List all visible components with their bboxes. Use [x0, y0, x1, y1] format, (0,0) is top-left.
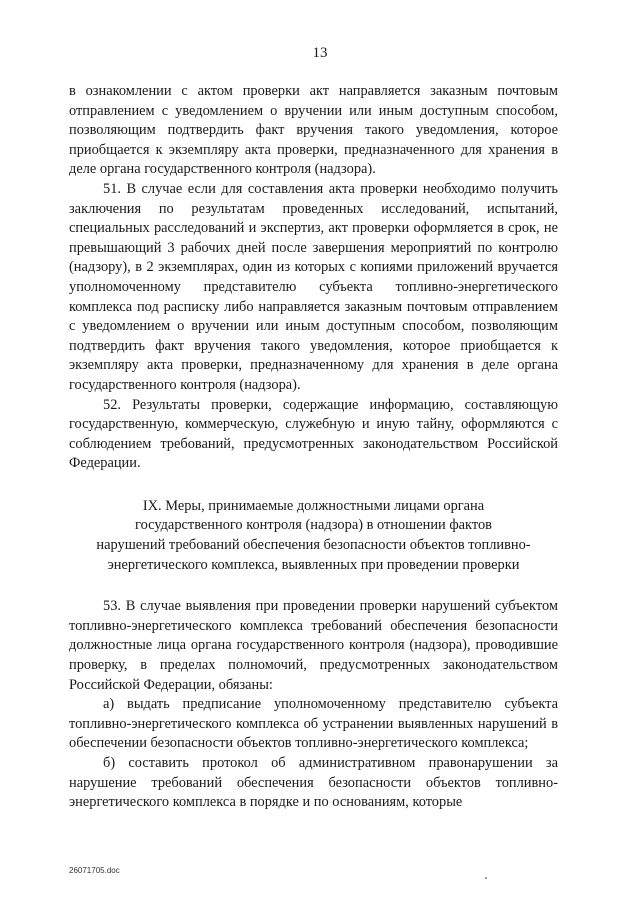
section-heading-ix — [69, 497, 558, 575]
paragraph-53: 53. В случае выявления при проведении проверки нарушений субъектом топливно-энергетического комплекса требований обеспечения безопасности должностные лица органа государственного контроля (надзора), проводившие проверку, в пределах полномочий, предусмотренных законодательством Российской Федерации, обязаны: — [69, 598, 558, 693]
section-heading-line: энергетического комплекса, выявленных при проведении проверки — [107, 556, 520, 573]
paragraph-53-b: б) составить протокол об административном правонарушении за нарушение требований обеспечения безопасности объектов топливно-энергетического комплекса в порядке и по основаниям, которые — [69, 755, 558, 811]
footer-file-code: 26071705.doc — [69, 866, 120, 875]
paragraph-53-a: а) выдать предписание уполномоченному представителю субъекта топливно-энергетического комплекса об устранении выявленных нарушений в обеспечении безопасности объектов топливно-энергетического комплекса; — [69, 696, 558, 752]
paragraph-continuation: в ознакомлении с актом проверки акт направляется заказным почтовым отправлением с уведомлением о вручении или иным доступным способом, позволяющим подтвердить факт вручения такого уведомления, которое приобщается к экземпляру акта проверки, предназначенного для хранения в деле органа государственного контроля (надзора). — [69, 83, 558, 178]
section-heading-line: государственного контроля (надзора) в отношении фактов — [135, 517, 492, 534]
section-heading-line: IX. Меры, принимаемые должностными лицами органа — [142, 497, 485, 514]
page-number: 13 — [312, 45, 328, 61]
paragraph-52: 52. Результаты проверки, содержащие информацию, составляющую государственную, коммерческую, служебную и иную тайну, оформляются с соблюдением требований, предусмотренных законодательством Российской Федерации. — [69, 396, 558, 472]
section-heading-line: нарушений требований обеспечения безопасности объектов топливно- — [96, 537, 531, 554]
paragraph-51: 51. В случае если для составления акта проверки необходимо получить заключения по результатам проведенных исследований, испытаний, специальных расследований и экспертиз, акт проверки оформляется в срок, не превышающий 3 рабочих дней после завершения мероприятий по контролю (надзору), в 2 экземплярах, один из которых с копиями приложений вручается уполномоченному представителю субъекта топливно-энергетического комплекса под расписку либо направляется заказным почтовым отправлением с уведомлением о вручении или иным доступным способом, позволяющим подтвердить факт вручения такого уведомления, которое приобщается к экземпляру акта проверки, предназначенному для хранения в деле органа государственного контроля (надзора). — [69, 180, 558, 393]
scan-mark — [485, 877, 487, 879]
document-body — [69, 82, 558, 813]
